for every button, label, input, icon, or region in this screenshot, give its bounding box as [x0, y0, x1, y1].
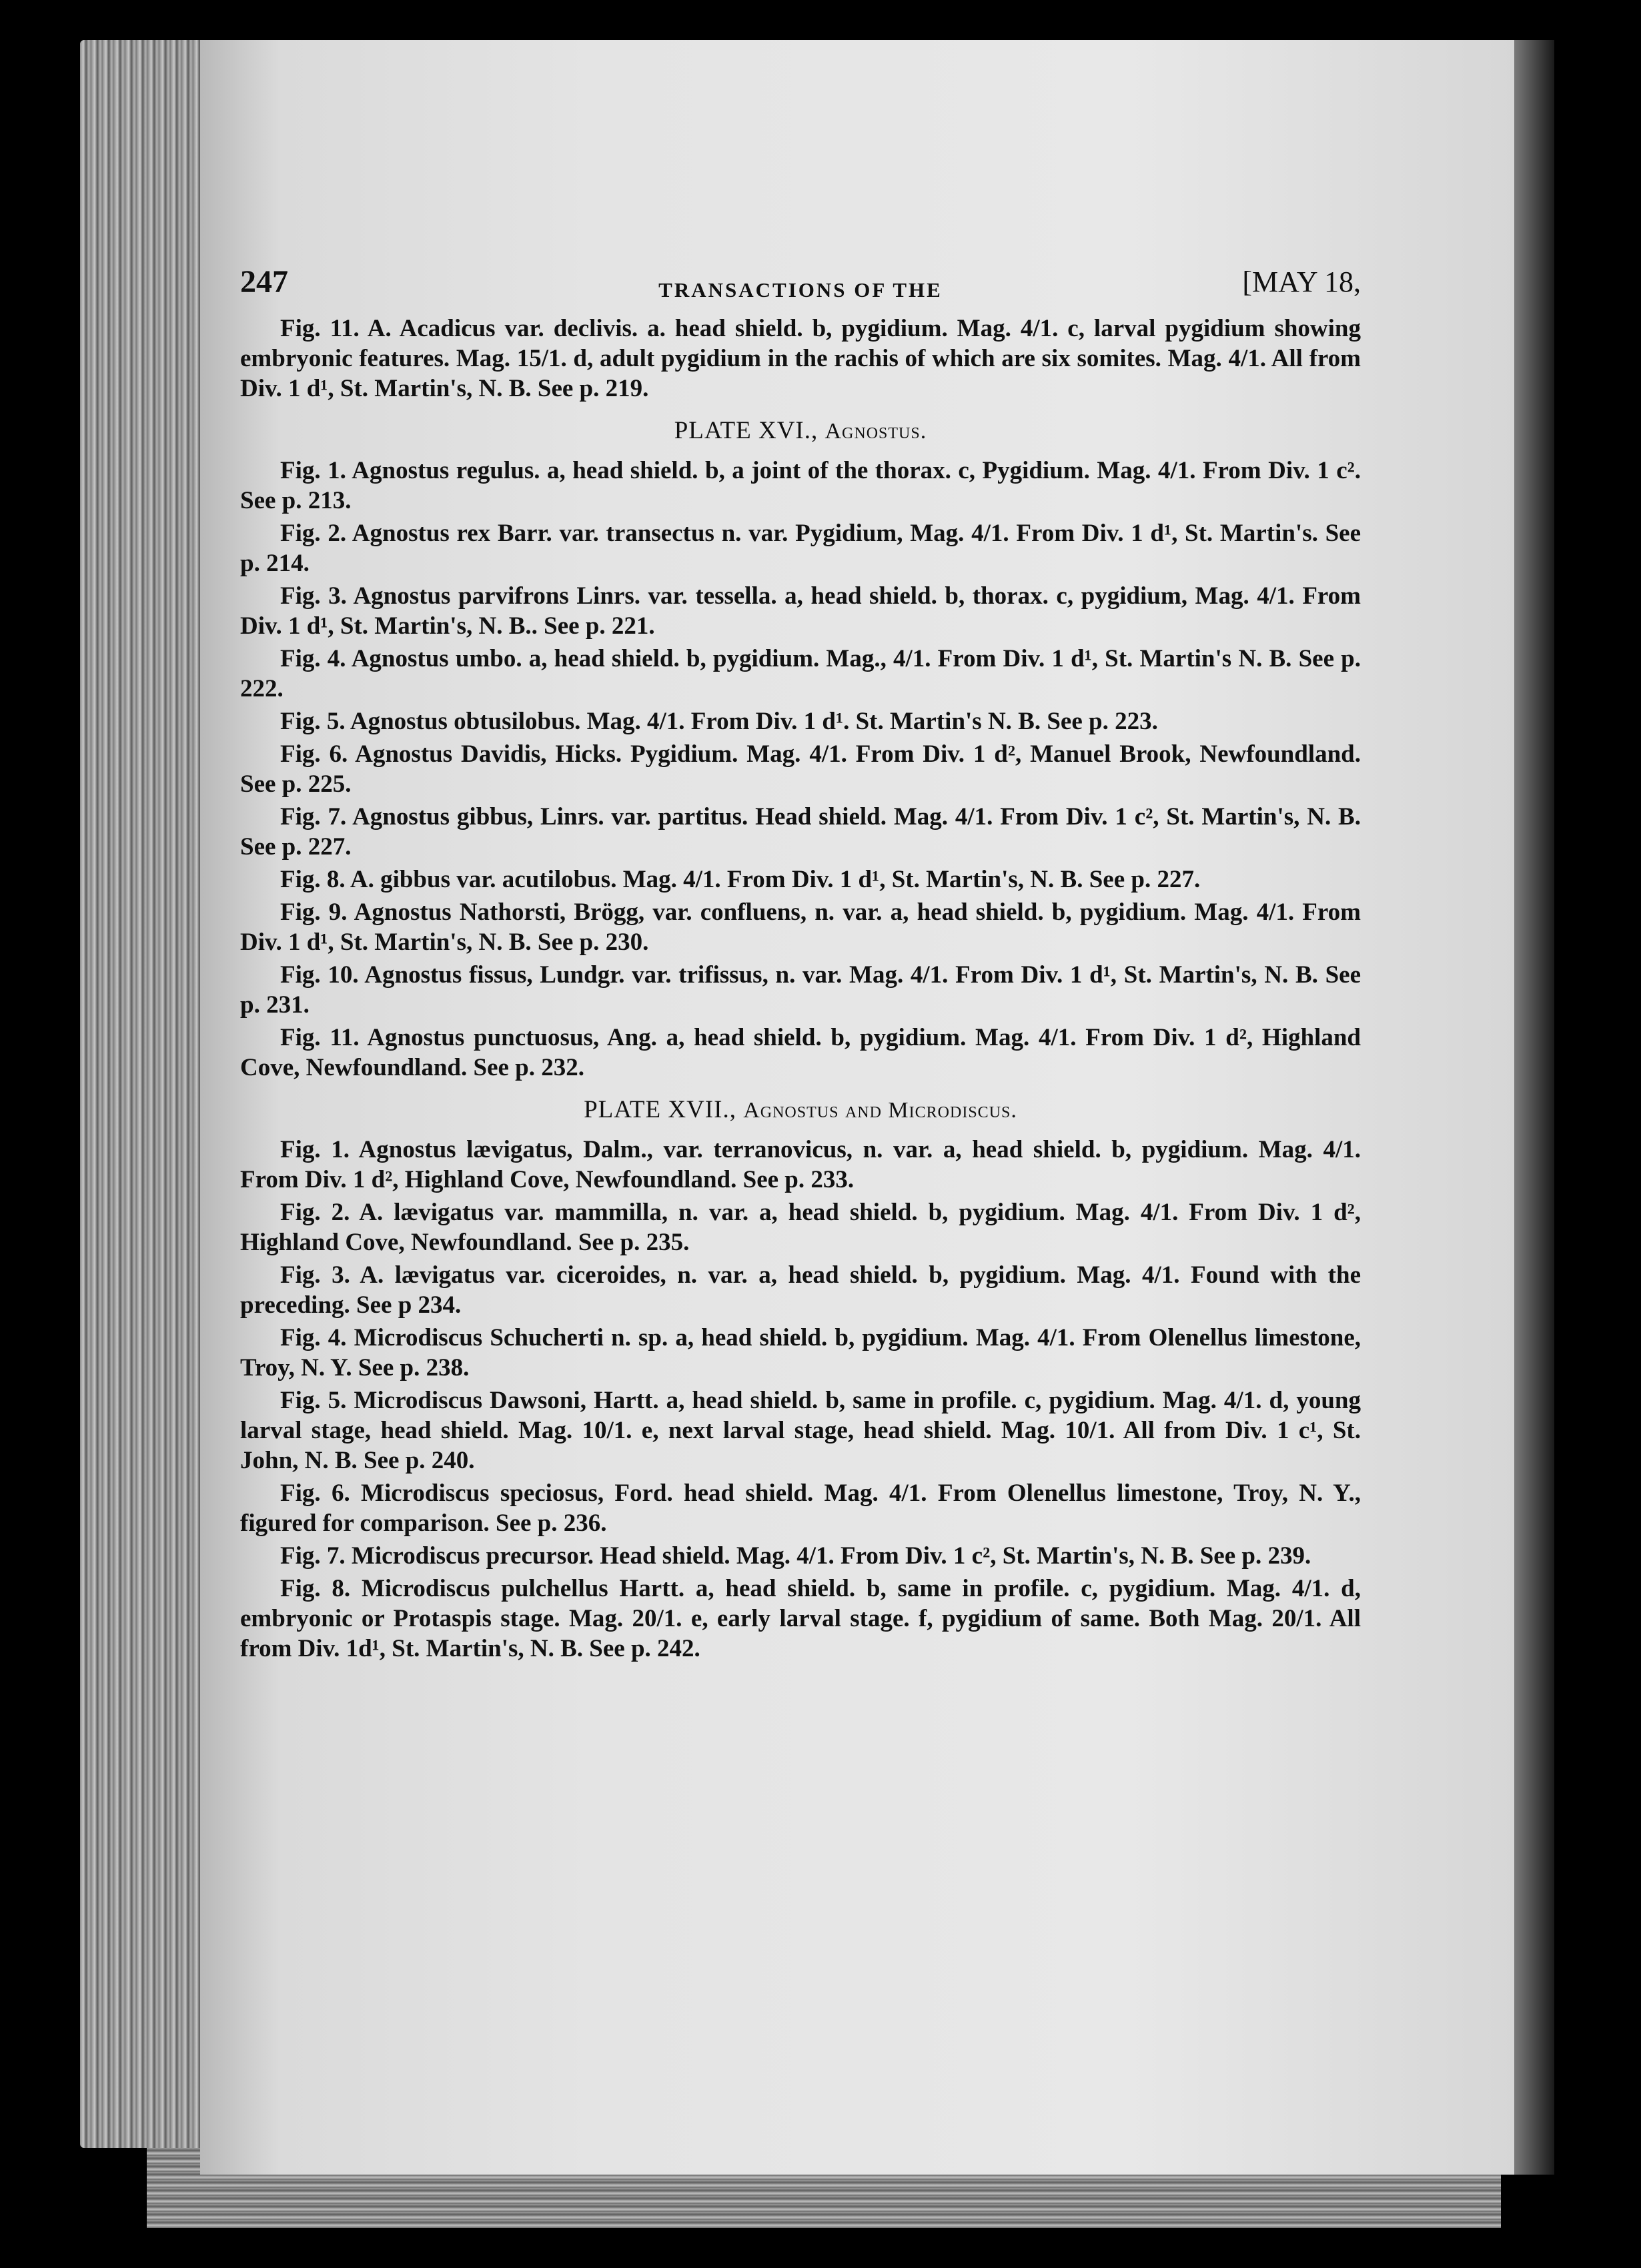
figure-entry: [240, 739, 1361, 802]
figure-entry: [240, 706, 1361, 739]
figure-entry: [240, 1023, 1361, 1085]
figure-label: Fig. 9.: [280, 899, 348, 926]
figure-entry: [240, 1385, 1361, 1478]
plate-heading: [240, 1095, 1361, 1125]
figure-text: Microdiscus speciosus, Ford. head shield. Mag. 4/1. From Olenellus limestone, Troy, N. Y., figured for comparison. See p. 236.: [240, 1480, 1361, 1537]
figure-label: Fig. 2.: [280, 520, 347, 547]
figure-text: Microdiscus Schucherti n. sp. a, head shield. b, pygidium. Mag. 4/1. From Olenellus limestone, Troy, N. Y. See p. 238.: [240, 1324, 1361, 1381]
figure-label: Fig. 11.: [280, 1024, 360, 1051]
figure-text: Agnostus lævigatus, Dalm., var. terranovicus, n. var. a, head shield. b, pygidium. Mag. 4/1. From Div. 1 d², Highland Cove, Newfoundland. See p. 233.: [240, 1136, 1361, 1193]
plate-title: PLATE XVII.,: [584, 1096, 736, 1123]
figure-entry: [240, 518, 1361, 581]
figure-entry: [240, 802, 1361, 865]
figure-text: A. gibbus var. acutilobus. Mag. 4/1. From Div. 1 d¹, St. Martin's, N. B. See p. 227.: [350, 866, 1201, 893]
page-number: 247: [240, 264, 288, 300]
figure-entry: [240, 1197, 1361, 1260]
plate-heading: [240, 416, 1361, 446]
figure-label: Fig. 4.: [280, 645, 346, 672]
page-text: [240, 264, 1361, 1666]
figure-label: Fig. 11.: [280, 315, 360, 342]
plate-title: PLATE XVI.,: [674, 417, 818, 444]
figure-entry: [240, 1478, 1361, 1541]
figure-text: Agnostus obtusilobus. Mag. 4/1. From Div. 1 d¹. St. Martin's N. B. See p. 223.: [350, 708, 1158, 735]
figure-label: Fig. 6.: [280, 740, 348, 768]
figure-entry: [240, 1135, 1361, 1197]
running-header: [240, 264, 1361, 314]
page-gutter-shadow: [1514, 40, 1554, 2175]
figure-text: Agnostus Davidis, Hicks. Pygidium. Mag. 4/1. From Div. 1 d², Manuel Brook, Newfoundland. See p. 225.: [240, 740, 1361, 798]
figure-text: Agnostus fissus, Lundgr. var. trifissus, n. var. Mag. 4/1. From Div. 1 d¹, St. Martin's, N. B. See p. 231.: [240, 961, 1361, 1019]
figure-label: Fig. 2.: [280, 1199, 350, 1226]
figure-text: Agnostus umbo. a, head shield. b, pygidium. Mag., 4/1. From Div. 1 d¹, St. Martin's N. B. See p. 222.: [240, 645, 1361, 702]
figure-entry: [240, 456, 1361, 518]
figure-entry: [240, 581, 1361, 644]
header-date: [MAY 18,: [1242, 265, 1361, 298]
figure-entry: [240, 1574, 1361, 1666]
figure-text: A. Acadicus var. declivis. a. head shield. b, pygidium. Mag. 4/1. c, larval pygidium showing embryonic features. Mag. 15/1. d, adult pygidium in the rachis of which are six somites. Mag. 4/1. All from Div. 1 d¹, St. Martin's, N. B. See p. 219.: [240, 315, 1361, 402]
figure-entry: [240, 897, 1361, 960]
plate-subtitle: Agnostus and Microdiscus.: [743, 1098, 1017, 1123]
figure-text: Agnostus gibbus, Linrs. var. partitus. Head shield. Mag. 4/1. From Div. 1 c², St. Martin's, N. B. See p. 227.: [240, 803, 1361, 861]
figure-label: Fig. 3.: [280, 1261, 350, 1289]
figure-entry: [240, 1541, 1361, 1574]
figure-label: Fig. 5.: [280, 708, 346, 735]
plate-subtitle: Agnostus.: [825, 419, 927, 444]
figure-text: Agnostus punctuosus, Ang. a, head shield. b, pygidium. Mag. 4/1. From Div. 1 d², Highland Cove, Newfoundland. See p. 232.: [240, 1024, 1361, 1081]
figure-label: Fig. 7.: [280, 803, 347, 830]
figure-entry: [240, 1260, 1361, 1323]
figure-text: A. lævigatus var. mammilla, n. var. a, head shield. b, pygidium. Mag. 4/1. From Div. 1 d², Highland Cove, Newfoundland. See p. 235.: [240, 1199, 1361, 1256]
figure-label: Fig. 1.: [280, 457, 346, 484]
figure-label: Fig. 8.: [280, 866, 346, 893]
figure-text: Agnostus regulus. a, head shield. b, a joint of the thorax. c, Pygidium. Mag. 4/1. From Div. 1 c². See p. 213.: [240, 457, 1361, 514]
figure-text: Agnostus parvifrons Linrs. var. tessella. a, head shield. b, thorax. c, pygidium, Mag. 4/1. From Div. 1 d¹, St. Martin's, N. B.. See p. 221.: [240, 582, 1361, 640]
figure-text: Microdiscus pulchellus Hartt. a, head shield. b, same in profile. c, pygidium. Mag. 4/1. d, embryonic or Protaspis stage. Mag. 20/1. e, early larval stage. f, pygidium of same. Both Mag. 20/1. All from Div. 1d¹, St. Martin's, N. B. See p. 242.: [240, 1575, 1361, 1662]
figure-text: Agnostus rex Barr. var. transectus n. var. Pygidium, Mag. 4/1. From Div. 1 d¹, St. Martin's. See p. 214.: [240, 520, 1361, 577]
figure-entry: [240, 644, 1361, 706]
figure-entry: [240, 865, 1361, 897]
figure-label: Fig. 8.: [280, 1575, 351, 1602]
running-title: TRANSACTIONS OF THE: [658, 278, 943, 302]
figure-label: Fig. 7.: [280, 1542, 346, 1570]
figure-label: Fig. 5.: [280, 1387, 347, 1414]
figure-label: Fig. 1.: [280, 1136, 350, 1163]
figure-label: Fig. 6.: [280, 1480, 350, 1507]
figure-entry: [240, 960, 1361, 1023]
figure-label: Fig. 10.: [280, 961, 359, 989]
figure-entry: [240, 1323, 1361, 1385]
figure-text: Microdiscus precursor. Head shield. Mag. 4/1. From Div. 1 c², St. Martin's, N. B. See p. 239.: [351, 1542, 1311, 1570]
figure-label: Fig. 3.: [280, 582, 347, 610]
figure-entry: [240, 314, 1361, 406]
figure-label: Fig. 4.: [280, 1324, 347, 1351]
figure-text: Microdiscus Dawsoni, Hartt. a, head shield. b, same in profile. c, pygidium. Mag. 4/1. d, young larval stage, head shield. Mag. 10/1. e, next larval stage, head shield. Mag. 10/1. All from Div. 1 c¹, St. John, N. B. See p. 240.: [240, 1387, 1361, 1474]
figure-text: Agnostus Nathorsti, Brögg, var. confluens, n. var. a, head shield. b, pygidium. Mag. 4/1. From Div. 1 d¹, St. Martin's, N. B. See p. 230.: [240, 899, 1361, 956]
book-page-edges: [80, 40, 207, 2148]
figure-text: A. lævigatus var. ciceroides, n. var. a, head shield. b, pygidium. Mag. 4/1. Found with the preceding. See p 234.: [240, 1261, 1361, 1319]
